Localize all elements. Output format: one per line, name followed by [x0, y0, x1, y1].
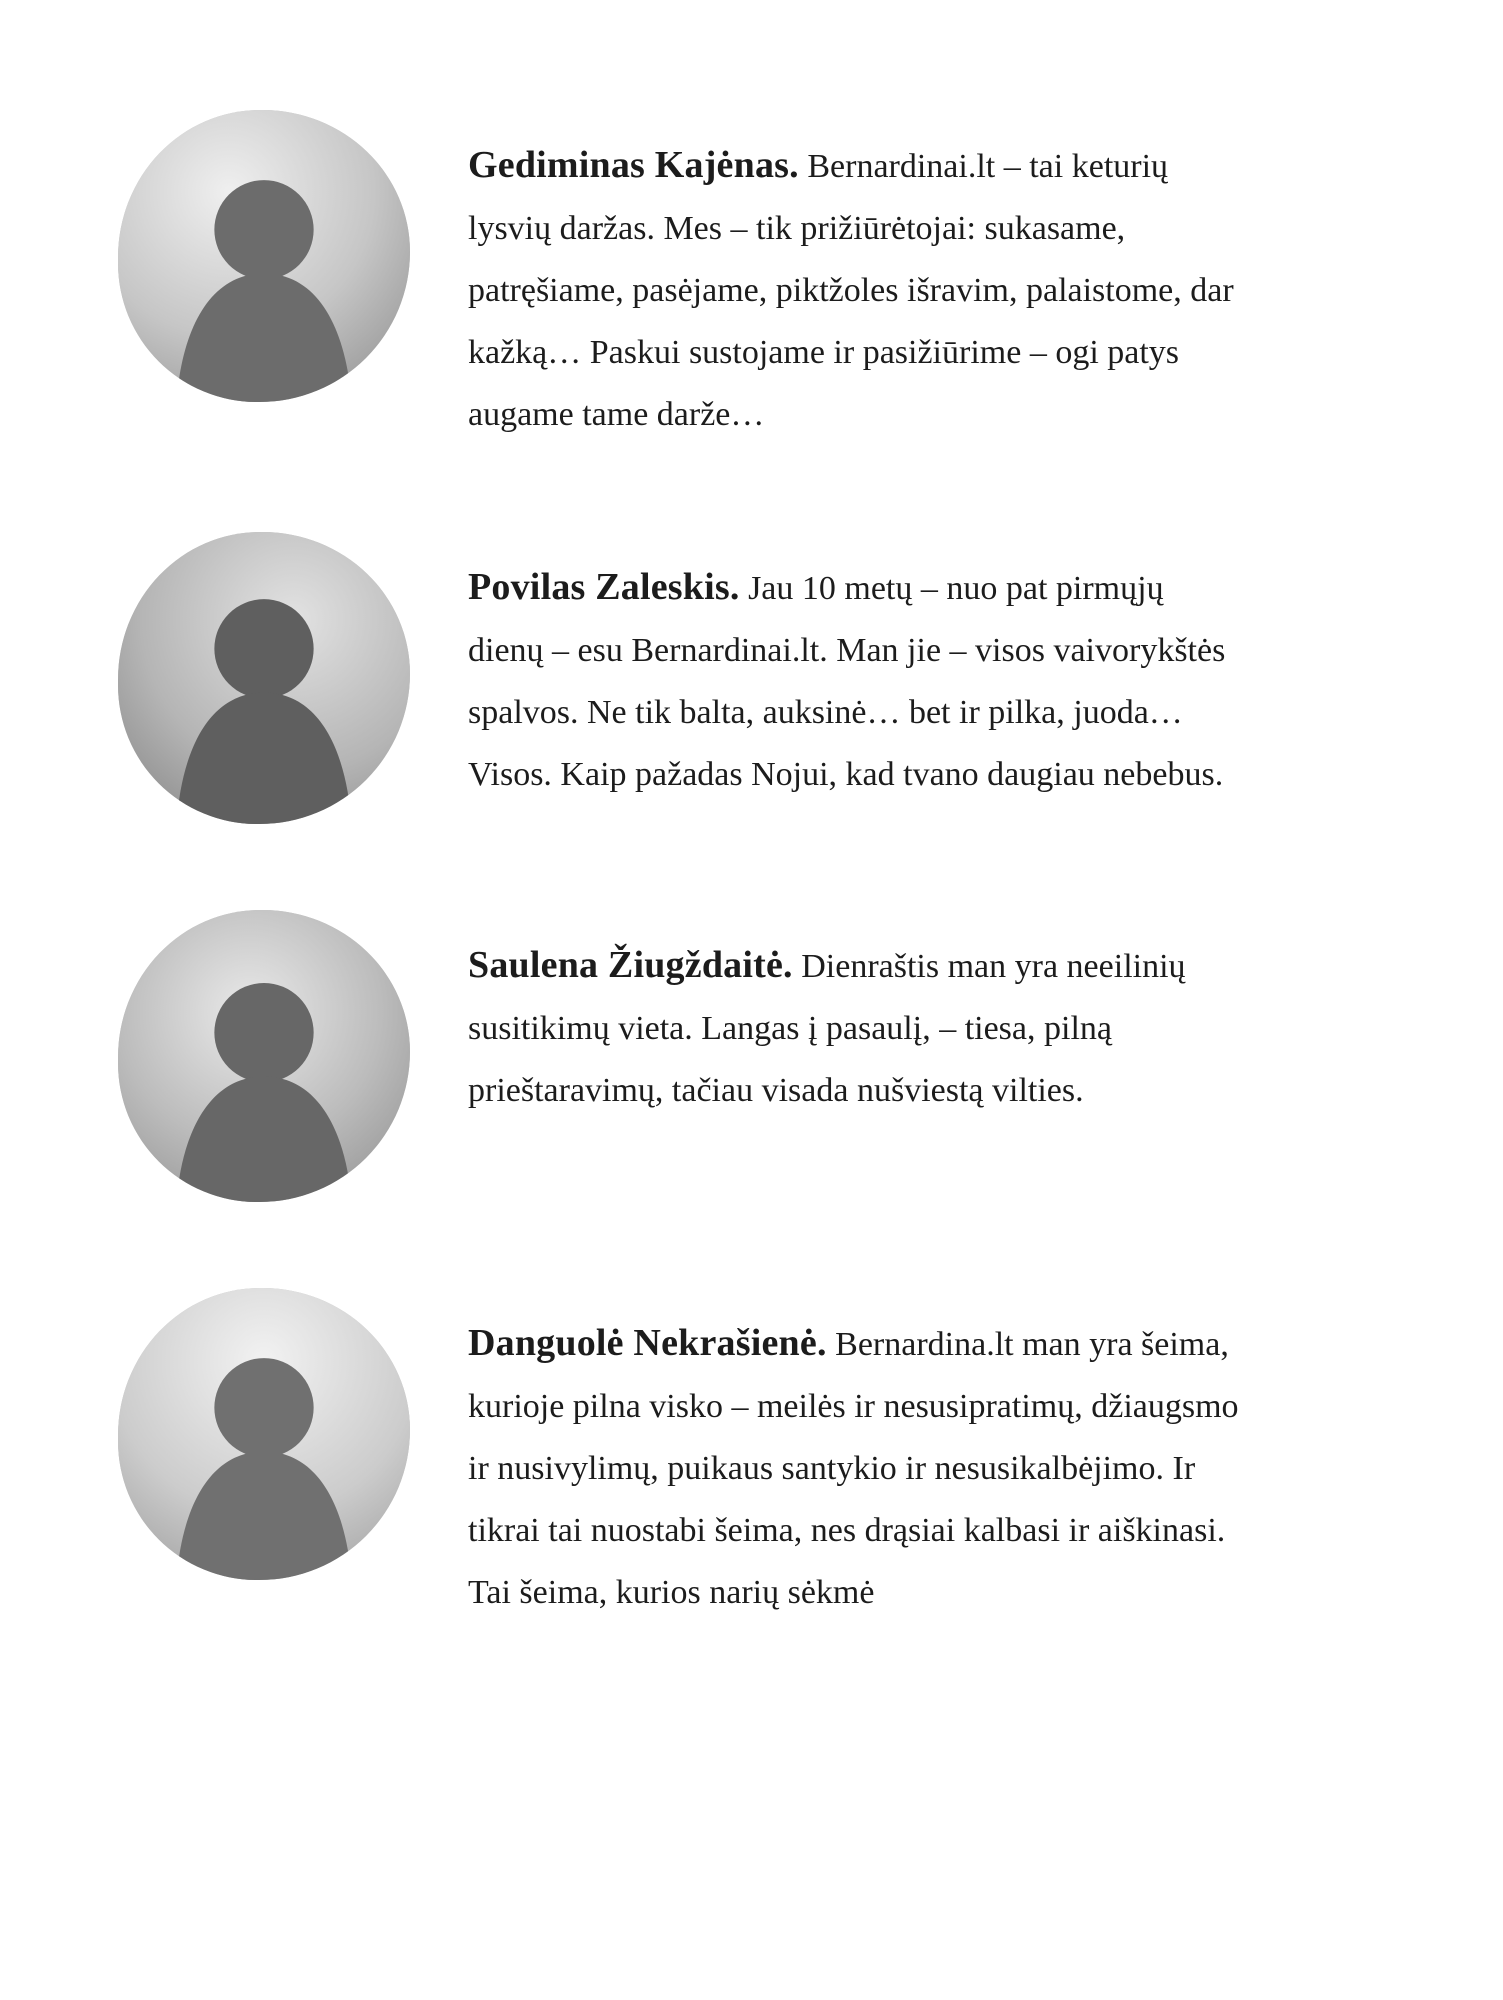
portrait-placeholder-icon: [118, 910, 410, 1202]
portrait-photo: [118, 532, 410, 824]
profile-name: Povilas Zaleskis.: [468, 566, 740, 608]
profile-name: Gediminas Kajėnas.: [468, 144, 799, 186]
portrait-placeholder-icon: [118, 1288, 410, 1580]
profile-bio: [468, 556, 1246, 806]
portrait-placeholder-icon: [118, 532, 410, 824]
portrait-photo: [118, 110, 410, 402]
profile-entry: [118, 110, 1463, 446]
profile-bio: [468, 1312, 1246, 1624]
portrait-photo: [118, 910, 410, 1202]
profile-entry: [118, 1288, 1463, 1624]
profile-entry: [118, 910, 1463, 1202]
profile-text: Bernardinai.lt – tai keturių lysvių daržas. Mes – tik prižiūrėtojai: sukasame, patręšiame, pasėjame, piktžoles išravim, palaistome, dar kažką… Paskui sustojame ir pasižiūrime – ogi patys augame tame darže…: [468, 148, 1234, 433]
profile-text: Bernardina.lt man yra šeima, kurioje pilna visko – meilės ir nesusipratimų, džiaugsmo ir nusivylimų, puikaus santykio ir nesusikalbėjimo. Ir tikrai tai nuostabi šeima, nes drąsiai kalbasi ir aiškinasi. Tai šeima, kurios narių sėkmė: [468, 1326, 1239, 1611]
profile-text: Jau 10 metų – nuo pat pirmųjų dienų – esu Bernardinai.lt. Man jie – visos vaivorykštės spalvos. Ne tik balta, auksinė… bet ir pilka, juoda… Visos. Kaip pažadas Nojui, kad tvano daugiau nebebus.: [468, 570, 1226, 793]
profile-text: Dienraštis man yra neeilinių susitikimų vieta. Langas į pasaulį, – tiesa, pilną prieštaravimų, tačiau visada nušviestą vilties.: [468, 948, 1186, 1109]
portrait-photo: [118, 1288, 410, 1580]
profile-name: Danguolė Nekrašienė.: [468, 1322, 827, 1364]
profile-name: Saulena Žiugždaitė.: [468, 944, 793, 986]
profile-bio: [468, 934, 1246, 1122]
portrait-placeholder-icon: [118, 110, 410, 402]
profile-bio: [468, 134, 1246, 446]
profile-entry: [118, 532, 1463, 824]
